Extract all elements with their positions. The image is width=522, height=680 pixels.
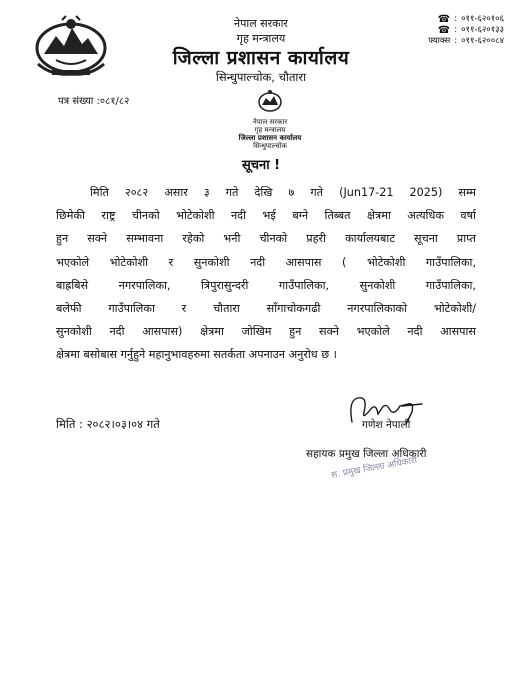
reference-number: पत्र संख्या :०८१/८२ [58,96,130,107]
phone-icon: ☎ [437,14,451,25]
body-line: सुनकोशी नदी आसपास) क्षेत्रमा जोखिम हुन सक्ने भएकोले नदी आसपास [56,325,476,339]
phone-row-1: ☎ : ०११-६२०१०६ [437,14,504,25]
phone-number: ०११-६२०१३३ [461,25,504,35]
fax-row: फ्याक्स : ०११-६२००८४ [428,36,504,46]
fax-number: ०११-६२००८४ [461,36,504,46]
ministry-name: गृह मन्त्रालय [236,32,286,45]
seal-emblem-icon [225,88,315,114]
body-line: बलेफी गाउँपालिका र चौतारा साँगाचोकगढी नगरपालिकाको भोटेकोशी/ [56,302,476,316]
body-line: छिमेकी राष्ट्र चीनको भोटेकोशी नदी भई बग्ने तिब्बत क्षेत्रमा अत्यधिक वर्षा [56,209,476,223]
phone-icon: ☎ [437,25,451,36]
fax-label: फ्याक्स [428,36,451,46]
official-stamp: स. प्रमुख जिल्ला अधिकारी [330,455,418,481]
phone-number: ०११-६२०१०६ [461,14,504,24]
body-line: भएकोले भोटेकोशी र सुनकोशी नदी आसपास ( भोटेकोशी गाउँपालिका, [56,255,476,269]
contact-info [428,14,504,47]
government-name: नेपाल सरकार [234,17,288,30]
signer-name: गणेश नेपाली [362,419,411,431]
body-line: मिति २०८२ असार ३ गते देखि ७ गते (Jun17-21 2025) सम्म [90,186,476,199]
seal-line-4: सिन्धुपाल्चोक [253,142,287,150]
notice-body [56,181,476,367]
body-line: क्षेत्रमा बसोबास गर्नुहुने महानुभावहरुमा सतर्कता अपनाउन अनुरोध छ । [56,348,337,362]
body-line: हुन सक्ने सम्भावना रहेको भनी चीनको प्रहरी कार्यालयबाट सूचना प्राप्त [56,232,476,246]
phone-row-2: ☎ : ०११-६२०१३३ [437,25,504,36]
body-line: बाह्रबिसे नगरपालिका, त्रिपुरासुन्दरी गाउँपालिका, सुनकोशी गाउँपालिका, [56,278,476,292]
signer-title: सहायक प्रमुख जिल्ला अधिकारी [306,448,427,460]
notice-title: सूचना ! [241,158,281,173]
seal-line-3: जिल्ला प्रशासन कार्यालय [238,134,302,142]
seal-line-1: नेपाल सरकार [252,118,288,126]
office-seal [225,88,315,150]
office-name: जिल्ला प्रशासन कार्यालय [172,47,350,69]
office-location: सिन्धुपाल्चोक, चौतारा [215,70,307,84]
issue-date: मिति : २०८२।०३।०४ गते [56,417,160,431]
seal-line-2: गृह मन्त्रालय [254,126,286,134]
